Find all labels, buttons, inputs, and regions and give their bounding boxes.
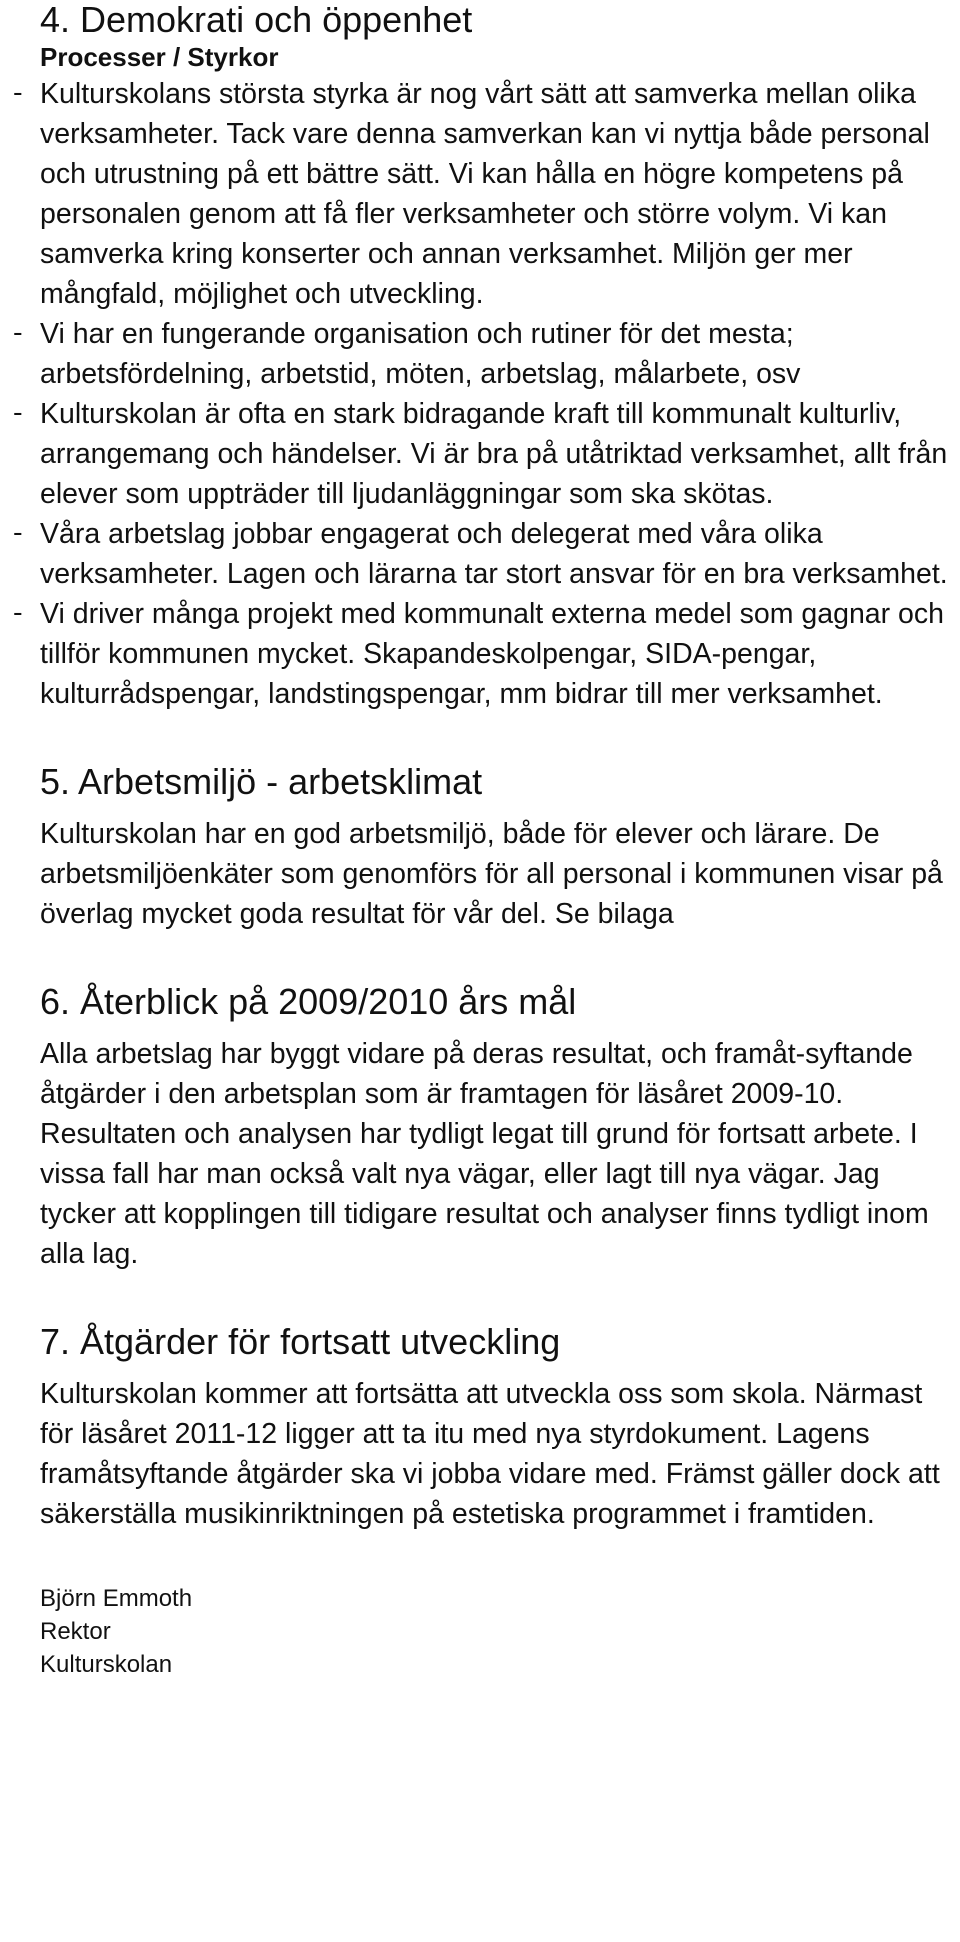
list-item-text: Kulturskolans största styrka är nog vårt sätt att samverka mellan olika verksamheter. Tack vare denna samverkan kan vi nyttja både personal och utrustning på ett bättre sätt. Vi kan hålla en högre kompetens på personalen genom att få fler verksamheter och större volym. Vi kan samverka kring konserter och annan verksamhet. Miljön ger mer mångfald, möjlighet och utveckling. (40, 78, 930, 310)
list-item (10, 514, 952, 594)
section-5-body: Kulturskolan har en god arbetsmiljö, både för elever och lärare. De arbetsmiljöenkäter som genomförs för all personal i kommunen visar på överlag mycket goda resultat för vår del. Se bilaga (40, 818, 943, 930)
spacer (40, 714, 952, 762)
list-item (10, 74, 952, 314)
dash-bullet-icon: - (10, 399, 26, 429)
section-7-heading: 7. Åtgärder för fortsatt utveckling (40, 1321, 561, 1362)
list-item (10, 314, 952, 394)
dash-bullet-icon: - (10, 519, 26, 549)
spacer (40, 1534, 952, 1582)
strengths-list (10, 74, 952, 714)
list-item (10, 594, 952, 714)
section-7-body: Kulturskolan kommer att fortsätta att utveckla oss som skola. Närmast för läsåret 2011-12 ligger att ta itu med nya styrdokument. Lagens framåtsyftande åtgärder ska vi jobba vidare med. Främst gäller dock att säkerställa musikinriktningen på estetiska programmet i framtiden. (40, 1378, 940, 1530)
section-5-heading: 5. Arbetsmiljö - arbetsklimat (40, 761, 483, 802)
spacer (40, 934, 952, 982)
dash-bullet-icon: - (10, 599, 26, 629)
document-page (10, 0, 952, 1681)
signature-role: Rektor (40, 1618, 111, 1645)
dash-bullet-icon: - (10, 79, 26, 109)
list-item-text: Kulturskolan är ofta en stark bidragande kraft till kommunalt kulturliv, arrangemang och händelser. Vi är bra på utåtriktad verksamhet, allt från elever som uppträder till ljudanläggningar som ska skötas. (40, 398, 948, 510)
signature-org: Kulturskolan (40, 1651, 173, 1678)
section-4-heading: 4. Demokrati och öppenhet (40, 0, 473, 40)
list-item-text: Vi har en fungerande organisation och rutiner för det mesta; arbetsfördelning, arbetstid, möten, arbetslag, målarbete, osv (40, 318, 801, 390)
section-6-body: Alla arbetslag har byggt vidare på deras resultat, och framåt-syftande åtgärder i den arbetsplan som är framtagen för läsåret 2009-10. Resultaten och analysen har tydligt legat till grund för fortsatt arbete. I vissa fall har man också valt nya vägar, eller lagt till nya vägar. Jag tycker att kopplingen till tidigare resultat och analyser finns tydligt inom alla lag. (40, 1038, 929, 1270)
list-item-text: Våra arbetslag jobbar engagerat och delegerat med våra olika verksamheter. Lagen och lärarna tar stort ansvar för en bra verksamhet. (40, 518, 948, 590)
signature-name: Björn Emmoth (40, 1585, 193, 1612)
section-6-heading: 6. Återblick på 2009/2010 års mål (40, 981, 577, 1022)
dash-bullet-icon: - (10, 319, 26, 349)
signature-block (40, 1582, 952, 1681)
section-4-subheading: Processer / Styrkor (40, 42, 279, 72)
list-item-text: Vi driver många projekt med kommunalt externa medel som gagnar och tillför kommunen mycket. Skapandeskolpengar, SIDA-pengar, kulturrådspengar, landstingspengar, mm bidrar till mer verksamhet. (40, 598, 944, 710)
list-item (10, 394, 952, 514)
spacer (40, 1274, 952, 1322)
